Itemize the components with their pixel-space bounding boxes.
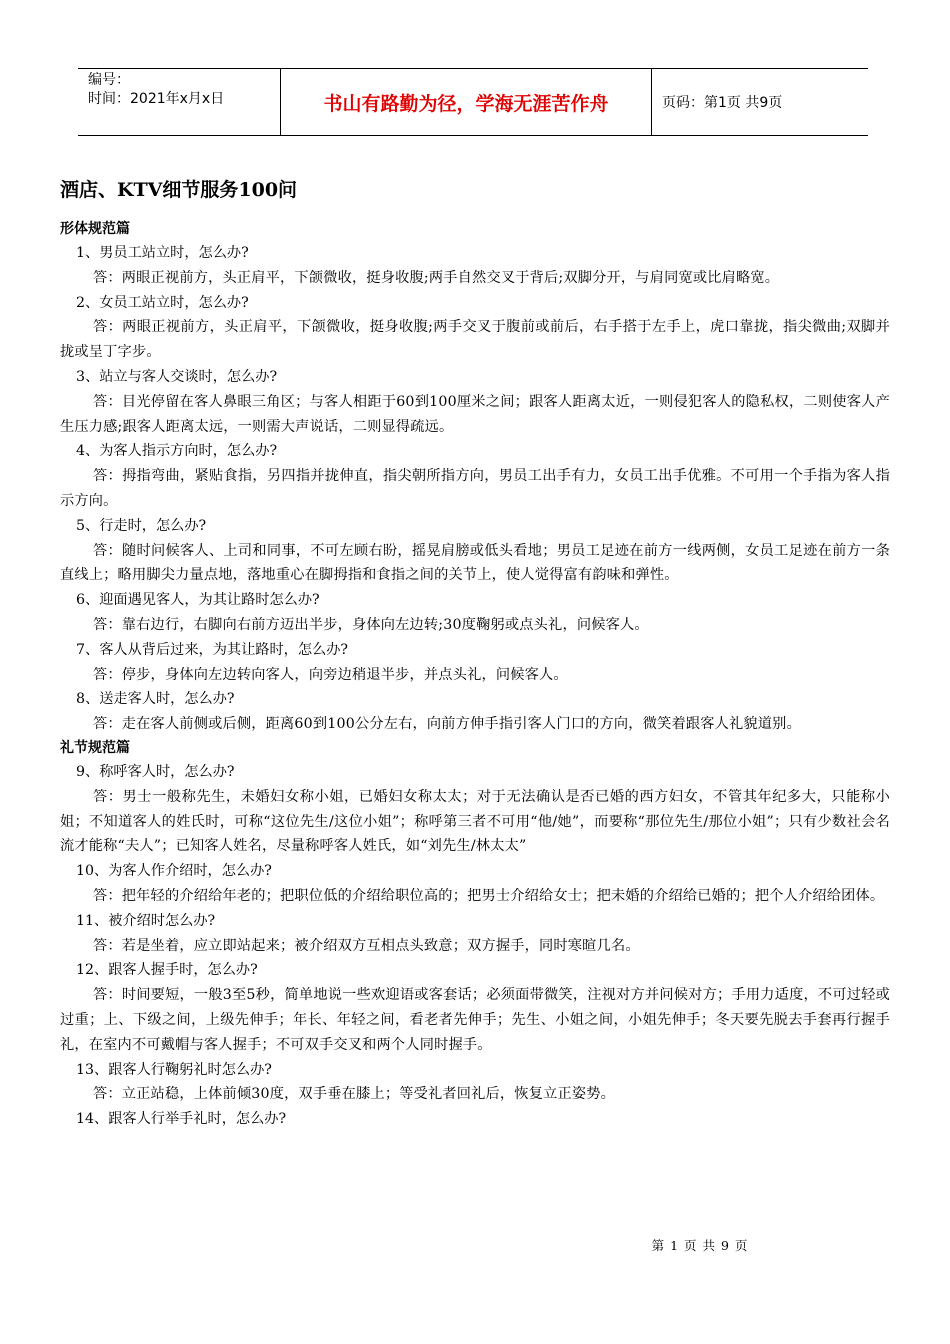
question: 11、被介绍时怎么办? [76,912,216,929]
question: 7、客人从背后过来，为其让路时，怎么办? [76,641,349,658]
question: 9、称呼客人时，怎么办? [76,763,235,780]
section-heading: 礼节规范篇 [60,739,130,756]
answer: 答：若是坐着，应立即站起来；被介绍双方互相点头致意；双方握手，同时寒暄几名。 [93,937,640,954]
answer: 答：随时问候客人、上司和同事，不可左顾右盼，摇晃肩膀或低头看地；男员工足迹在前方一线两侧，女员工足迹在前方一条直线上；略用脚尖力量点地，落地重心在脚拇指和食指之间的关节上，使人觉得富有韵味和弹性。 [60,542,890,584]
answer: 答：时间要短，一般3至5秒，简单地说一些欢迎语或客套话；必须面带微笑，注视对方并问候对方；手用力适度，不可过轻或过重；上、下级之间，上级先伸手；年长、年轻之间，看老者先伸手；先生、小姐之间，小姐先伸手；冬天要先脱去手套再行握手礼，在室内不可戴帽与客人握手；不可双手交叉和两个人同时握手。 [60,987,890,1053]
question: 2、女员工站立时，怎么办? [76,294,249,311]
footer-page-number: 第 1 页 共 9 页 [651,1238,749,1253]
time-label: 时间：2021年x月x日 [88,91,225,107]
section-heading: 形体规范篇 [60,221,130,237]
answer: 答：拇指弯曲，紧贴食指，另四指并拢伸直，指尖朝所指方向，男员工出手有力，女员工出手优雅。不可用一个手指为客人指示方向。 [60,468,890,509]
header-motto-cell [281,69,652,135]
answer: 答：靠右边行，右脚向右前方迈出半步，身体向左边转;30度鞠躬或点头礼，问候客人。 [93,616,649,633]
document-body [60,176,890,1132]
answer: 答：停步，身体向左边转向客人，向旁边稍退半步，并点头礼，问候客人。 [93,666,568,683]
question: 13、跟客人行鞠躬礼时怎么办? [76,1061,272,1078]
question: 1、男员工站立时，怎么办? [76,245,249,261]
question: 4、为客人指示方向时，怎么办? [76,443,278,460]
number-label: 编号： [88,72,130,88]
motto-text: 书山有路勤为径，学海无涯苦作舟 [323,92,609,115]
answer: 答：走在客人前侧或后侧，距离60到100公分左右，向前方伸手指引客人门口的方向，微笑着跟客人礼貌道别。 [93,716,801,733]
question: 6、迎面遇见客人，为其让路时怎么办? [76,592,320,609]
question: 10、为客人作介绍时，怎么办? [76,863,272,880]
answer: 答：两眼正视前方，头正肩平，下颌微收，挺身收腹;两手自然交叉于背后;双脚分开，与肩同宽或比肩略宽。 [93,269,780,286]
question: 8、送走客人时，怎么办? [76,691,235,708]
answer: 答：目光停留在客人鼻眼三角区；与客人相距于60到100厘米之间；跟客人距离太近，一则侵犯客人的隐私权，二则使客人产生压力感;跟客人距离太远，一则需大声说话，二则显得疏远。 [60,393,890,435]
question: 14、跟客人行举手礼时，怎么办? [76,1111,287,1128]
answer: 答：立正站稳，上体前倾30度，双手垂在膝上；等受礼者回礼后，恢复立正姿势。 [93,1086,616,1103]
header-meta-cell [78,69,281,135]
question: 12、跟客人握手时，怎么办? [76,962,258,979]
question: 3、站立与客人交谈时，怎么办? [76,368,278,385]
answer: 答：两眼正视前方，头正肩平，下颌微收，挺身收腹;两手交叉于腹前或前后，右手搭于左手上，虎口靠拢，指尖微曲;双脚并拢或呈丁字步。 [60,319,890,361]
answer: 答：男士一般称先生，未婚妇女称小姐，已婚妇女称太太；对于无法确认是否已婚的西方妇女，不管其年纪多大，只能称小姐；不知道客人的姓氏时，可称“这位先生/这位小姐”；称呼第三者不可用“他/她”，而要称“那位先生/那位小姐”；只有少数社会名流才能称“夫人”；已知客人姓名，尽量称呼客人姓氏，如“刘先生/林太太” [60,788,890,855]
document-title: 酒店、KTV细节服务100问 [60,179,298,201]
document-header [78,68,868,136]
question: 5、行走时，怎么办? [76,517,207,534]
answer: 答：把年轻的介绍给年老的；把职位低的介绍给职位高的；把男士介绍给女士；把未婚的介绍给已婚的；把个人介绍给团体。 [93,887,885,904]
page-label: 页码：第1页 共9页 [662,95,783,111]
header-page-cell [652,69,868,135]
page-footer [0,1236,950,1254]
